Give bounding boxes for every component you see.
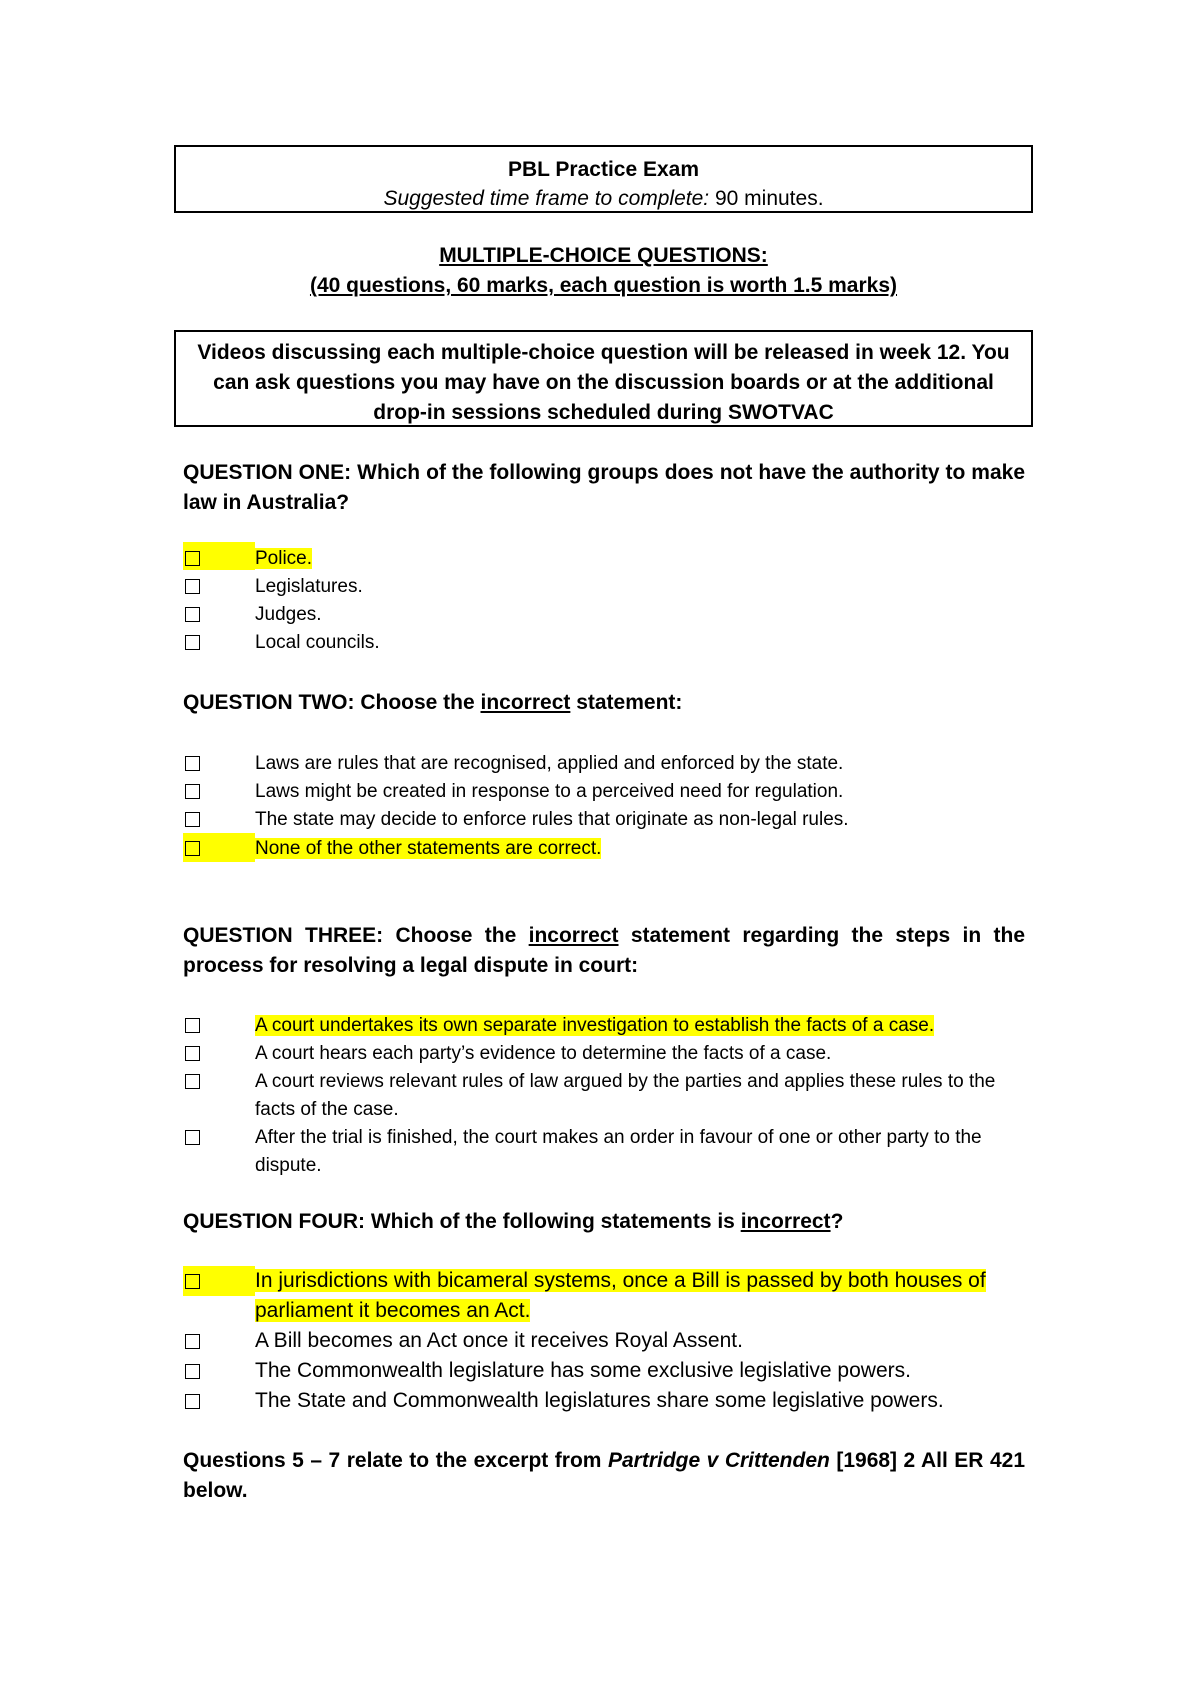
q1-option-d-text: Local councils. <box>255 632 380 653</box>
checkbox[interactable] <box>185 756 200 771</box>
q2-prompt-underline: incorrect <box>480 691 571 714</box>
q4-prompt-end: ? <box>830 1210 844 1233</box>
q4-option-a-text: In jurisdictions with bicameral systems, once a Bill is passed by both houses of parliament it becomes an Act. <box>255 1269 986 1322</box>
q3-option-d-text: After the trial is finished, the court makes an order in favour of one or other party to the dispute. <box>255 1127 982 1176</box>
checkbox[interactable] <box>185 1334 200 1349</box>
checkbox[interactable] <box>185 1130 200 1145</box>
q1-option-b-text: Legislatures. <box>255 576 363 597</box>
checkbox[interactable] <box>185 607 200 622</box>
checkbox[interactable] <box>185 841 200 856</box>
notice-box <box>174 330 1033 427</box>
questions-5-7-intro <box>183 1446 1025 1506</box>
question-three-prompt <box>183 921 1025 981</box>
exam-title: PBL Practice Exam <box>507 158 700 181</box>
q4-prompt-start: QUESTION FOUR: Which of the following statements is <box>183 1210 741 1233</box>
q1-option-a-text: Police. <box>255 548 313 569</box>
exam-header-box <box>174 145 1033 213</box>
q4-prompt-underline: incorrect <box>740 1210 831 1233</box>
case-name: Partridge v Crittenden <box>607 1449 830 1472</box>
q3-prompt-underline: incorrect <box>528 924 619 947</box>
q2-option-a-text: Laws are rules that are recognised, applied and enforced by the state. <box>255 753 844 774</box>
checkbox[interactable] <box>185 1018 200 1033</box>
checkbox[interactable] <box>185 1046 200 1061</box>
question-two-prompt <box>183 688 1025 718</box>
q3-option-a-text: A court undertakes its own separate investigation to establish the facts of a case. <box>255 1015 935 1036</box>
q2-prompt-start: QUESTION TWO: Choose the <box>183 691 481 714</box>
timeframe-line <box>176 184 1031 213</box>
checkbox[interactable] <box>185 784 200 799</box>
question-four-prompt <box>183 1207 1025 1237</box>
checkbox[interactable] <box>185 551 200 566</box>
section-heading: MULTIPLE-CHOICE QUESTIONS: <box>439 244 768 267</box>
checkbox[interactable] <box>185 1274 200 1289</box>
notice-text: Videos discussing each multiple-choice question will be released in week 12. You can ask questions you may have on the discussion boards or at the additional drop-in sessions scheduled during SWOTVAC <box>197 341 1010 424</box>
q2-option-d-text: None of the other statements are correct. <box>255 838 602 859</box>
q2-prompt-end: statement: <box>570 691 683 714</box>
checkbox[interactable] <box>185 1364 200 1379</box>
q4-option-c-text: The Commonwealth legislature has some exclusive legislative powers. <box>255 1359 911 1382</box>
q3-option-b-text: A court hears each party’s evidence to determine the facts of a case. <box>255 1043 832 1064</box>
q3-prompt-start: QUESTION THREE: Choose the <box>183 924 529 947</box>
intro-text-end: [1968] 2 All ER 421 below. <box>183 1449 1025 1502</box>
timeframe-value: 90 minutes. <box>714 187 824 210</box>
question-one-prompt: QUESTION ONE: Which of the following groups does not have the authority to make law in Australia? <box>183 461 1025 514</box>
q1-option-c-text: Judges. <box>255 604 322 625</box>
checkbox[interactable] <box>185 579 200 594</box>
q2-option-c-text: The state may decide to enforce rules that originate as non-legal rules. <box>255 809 849 830</box>
checkbox[interactable] <box>185 812 200 827</box>
q3-prompt-end: statement regarding the steps in the process for resolving a legal dispute in court: <box>183 924 1026 977</box>
intro-text-start: Questions 5 – 7 relate to the excerpt from <box>183 1449 608 1472</box>
q4-option-b-text: A Bill becomes an Act once it receives Royal Assent. <box>255 1329 743 1352</box>
q2-option-b-text: Laws might be created in response to a perceived need for regulation. <box>255 781 844 802</box>
timeframe-label: Suggested time frame to complete: <box>383 187 710 210</box>
q4-option-d-text: The State and Commonwealth legislatures share some legislative powers. <box>255 1389 944 1412</box>
checkbox[interactable] <box>185 1074 200 1089</box>
checkbox[interactable] <box>185 1394 200 1409</box>
q3-option-c-text: A court reviews relevant rules of law argued by the parties and applies these rules to the facts of the case. <box>255 1071 996 1120</box>
checkbox[interactable] <box>185 635 200 650</box>
section-subheading: (40 questions, 60 marks, each question is worth 1.5 marks) <box>309 274 898 297</box>
